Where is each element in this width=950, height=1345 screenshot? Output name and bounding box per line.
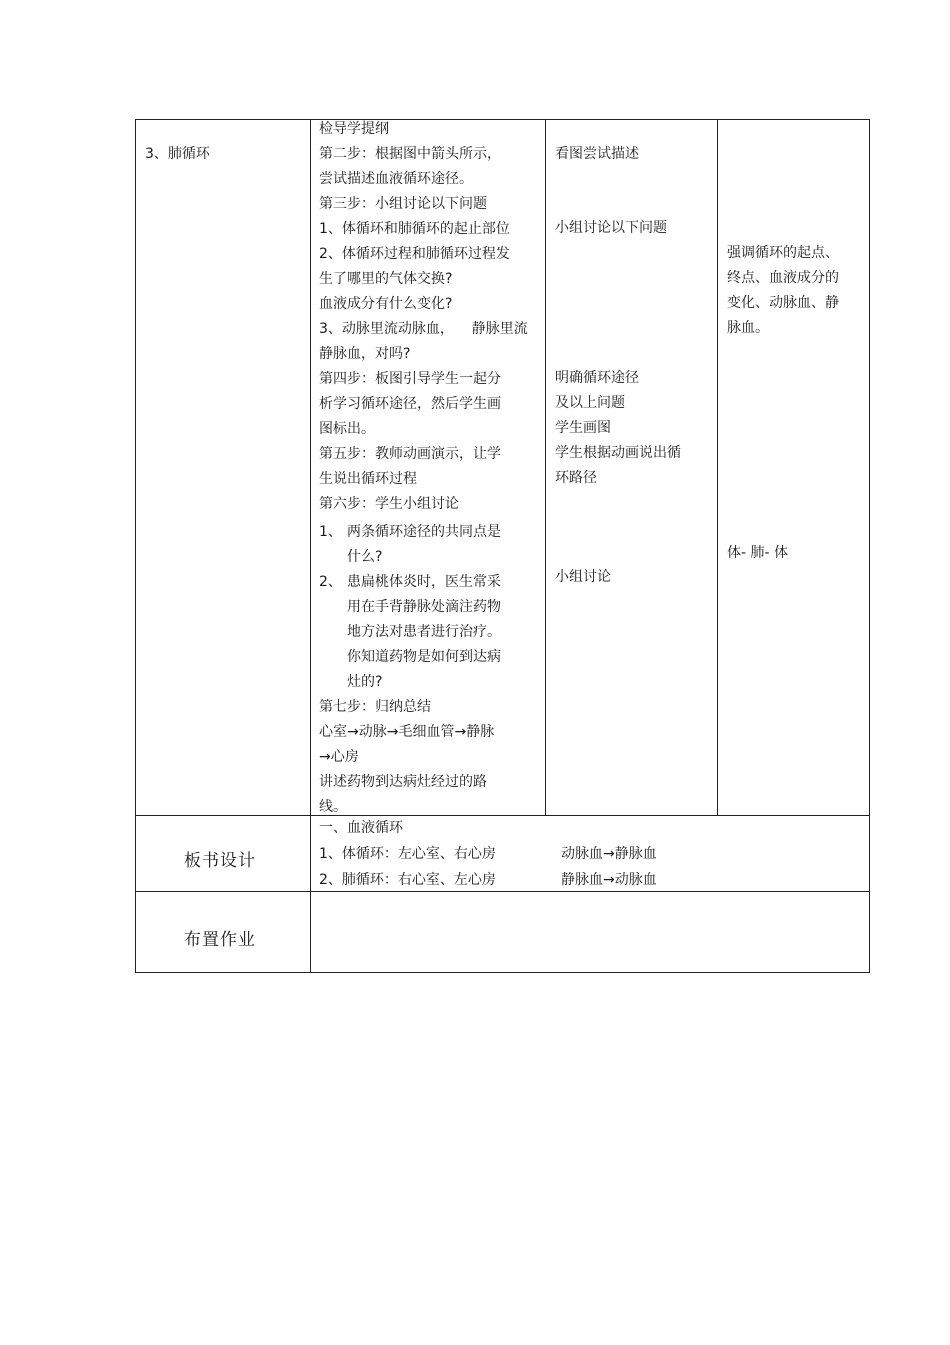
student-activity-line: 及以上问题 xyxy=(555,395,625,411)
teacher-line: 尝试描述血液循环途径。 xyxy=(319,171,473,187)
student-activity-item: 看图尝试描述 xyxy=(555,146,639,162)
question-text: 什么? xyxy=(347,549,383,565)
teacher-line: 静脉血，对吗? xyxy=(319,346,411,362)
board-design-content xyxy=(319,815,657,893)
design-intent-line: 终点、血液成分的 xyxy=(727,270,839,286)
teacher-line: 第六步：学生小组讨论 xyxy=(319,496,459,512)
summary-line: 第七步：归纳总结 xyxy=(319,699,431,715)
teacher-activity-cell xyxy=(319,117,528,820)
teacher-line: 生了哪里的气体交换? xyxy=(319,271,453,287)
summary-line: 心室→动脉→毛细血管→静脉 xyxy=(319,724,495,740)
section-title: 3、肺循环 xyxy=(145,146,210,162)
design-intent-line: 强调循环的起点、 xyxy=(727,245,839,261)
lesson-plan-table xyxy=(135,119,870,973)
student-activity-line: 环路径 xyxy=(555,470,597,486)
question-item xyxy=(319,520,528,545)
teacher-line: 生说出循环过程 xyxy=(319,471,417,487)
question-text: 用在手背静脉处滴注药物 xyxy=(347,599,501,615)
question-text: 地方法对患者进行治疗。 xyxy=(347,624,501,640)
question-text: 两条循环途径的共同点是 xyxy=(347,524,501,540)
table-border-col1 xyxy=(310,119,311,973)
teacher-line: 检导学提纲 xyxy=(319,121,389,137)
student-activity-item: 小组讨论以下问题 xyxy=(555,220,667,236)
question-text: 患扁桃体炎时，医生常采 xyxy=(347,574,501,590)
design-intent-group xyxy=(727,241,839,341)
homework-label: 布置作业 xyxy=(184,930,256,950)
student-activity-line: 明确循环途径 xyxy=(555,370,639,386)
table-border-col2 xyxy=(545,119,546,816)
question-number: 1、 xyxy=(319,524,342,540)
board-design-heading: 一、血液循环 xyxy=(319,820,403,836)
student-activity-item: 小组讨论 xyxy=(555,569,611,585)
design-intent-line: 脉血。 xyxy=(727,320,769,336)
teacher-line: 第三步：小组讨论以下问题 xyxy=(319,196,487,212)
teacher-line: 血液成分有什么变化? xyxy=(319,296,453,312)
student-activity-line: 学生画图 xyxy=(555,420,611,436)
student-activity-line: 学生根据动画说出循 xyxy=(555,445,681,461)
table-border-col3 xyxy=(717,119,718,816)
question-text: 灶的? xyxy=(347,674,383,690)
teacher-line: 析学习循环途径，然后学生画 xyxy=(319,396,501,412)
summary-line: 线。 xyxy=(319,799,347,815)
board-design-label: 板书设计 xyxy=(184,851,256,871)
board-design-row xyxy=(319,841,657,867)
board-design-row-left: 1、体循环：左心室、右心房 xyxy=(319,846,496,862)
teacher-line: 第五步：教师动画演示，让学 xyxy=(319,446,501,462)
table-border-left xyxy=(135,119,136,973)
teacher-line: 第四步：板图引导学生一起分 xyxy=(319,371,501,387)
board-design-row-left: 2、肺循环：右心室、左心房 xyxy=(319,872,496,888)
table-border-right xyxy=(869,119,870,973)
summary-line: →心房 xyxy=(319,749,359,765)
teacher-line: 2、体循环过程和肺循环过程发 xyxy=(319,246,510,262)
question-item xyxy=(319,570,528,595)
question-number: 2、 xyxy=(319,574,342,590)
teacher-line: 3、动脉里流动脉血， 静脉里流 xyxy=(319,321,528,337)
design-intent-line: 变化、动脉血、静 xyxy=(727,295,839,311)
design-intent-note: 体- 肺- 体 xyxy=(727,545,789,561)
table-border-bottom xyxy=(135,972,870,973)
teacher-line: 图标出。 xyxy=(319,421,375,437)
teacher-line: 1、体循环和肺循环的起止部位 xyxy=(319,221,510,237)
question-text: 你知道药物是如何到达病 xyxy=(347,649,501,665)
board-design-row xyxy=(319,867,657,893)
board-design-row-right: 静脉血→动脉血 xyxy=(561,872,657,888)
student-activity-group xyxy=(555,366,681,491)
summary-line: 讲述药物到达病灶经过的路 xyxy=(319,774,487,790)
teacher-line: 第二步：根据图中箭头所示， xyxy=(319,146,501,162)
board-design-row-right: 动脉血→静脉血 xyxy=(561,846,657,862)
table-border-row2 xyxy=(135,891,870,892)
